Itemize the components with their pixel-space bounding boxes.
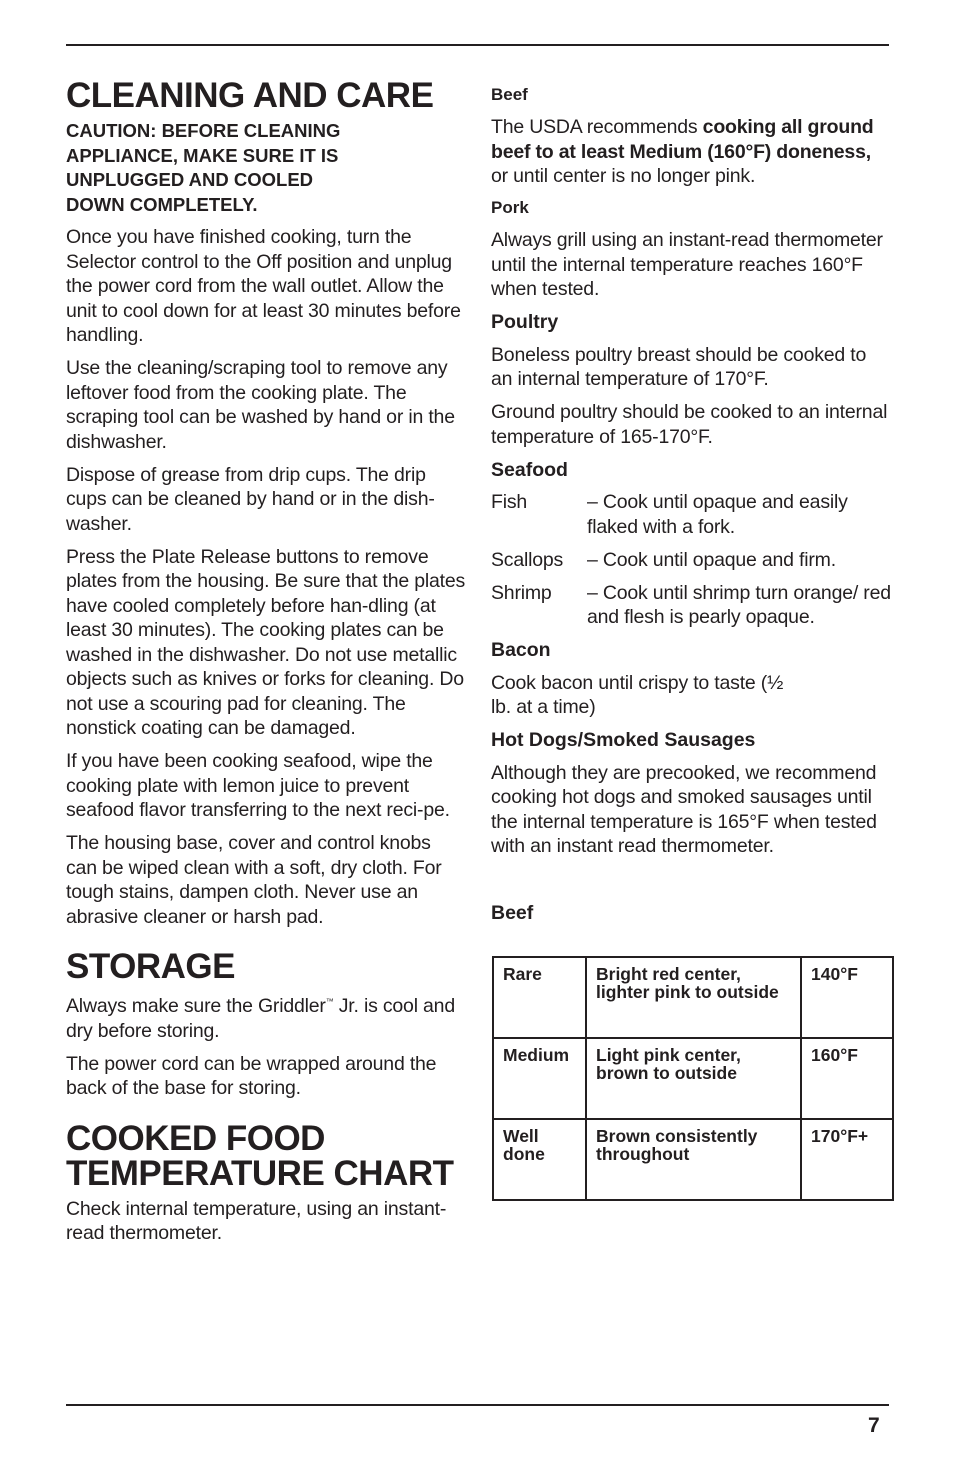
description-cell: Brown consistently throughout (586, 1119, 801, 1200)
beef-temperature-table (492, 956, 894, 1201)
doneness-cell: Medium (493, 1038, 586, 1119)
right-column (491, 84, 891, 933)
table-row (493, 1119, 893, 1200)
cleaning-paragraph: Dispose of grease from drip cups. The drip cups can be cleaned by hand or in the dish-washer. (66, 463, 435, 535)
storage-paragraph: Always make sure the Griddler™ Jr. is cool and dry before storing. (66, 995, 455, 1042)
poultry-text: Ground poultry should be cooked to an internal temperature of 165-170°F. (491, 401, 888, 448)
poultry-text: Boneless poultry breast should be cooked to an internal temperature of 170°F. (491, 343, 867, 390)
seafood-item: Fish – Cook until opaque and easily flaked with a fork. (491, 491, 848, 538)
chart-section-intro: Check internal temperature, using an instant-read thermometer. (66, 1197, 447, 1244)
bacon-heading: Bacon (491, 639, 551, 661)
beef-heading: Beef (491, 85, 528, 104)
hotdogs-text: Although they are precooked, we recommend cooking hot dogs and smoked sausages until the internal temperature is 165°F when tested with an instant read thermometer. (491, 761, 877, 857)
cleaning-title: CLEANING AND CARE (66, 76, 434, 115)
table-row (493, 1038, 893, 1119)
temperature-cell: 140°F (801, 957, 893, 1038)
page-number: 7 (868, 1414, 880, 1437)
description-cell: Bright red center, lighter pink to outside (586, 957, 801, 1038)
pork-text: Always grill using an instant-read thermometer until the internal temperature reaches 160°F when tested. (491, 229, 883, 300)
table-row (493, 957, 893, 1038)
poultry-heading: Poultry (491, 311, 559, 333)
description-cell: Light pink center, brown to outside (586, 1038, 801, 1119)
hotdogs-heading: Hot Dogs/Smoked Sausages (491, 729, 756, 751)
pork-heading: Pork (491, 198, 529, 217)
top-rule (66, 44, 889, 46)
storage-title: STORAGE (66, 947, 235, 986)
temperature-cell: 160°F (801, 1038, 893, 1119)
beef-table-heading: Beef (491, 901, 534, 924)
doneness-cell: Well done (493, 1119, 586, 1200)
cleaning-paragraph: Once you have finished cooking, turn the Selector control to the Off position and unplug the power cord from the wall outlet. Allow the unit to cool down for at least 30 minutes before handling. (66, 226, 461, 346)
cleaning-paragraph: If you have been cooking seafood, wipe the cooking plate with lemon juice to prevent seafood flavor transferring to the next reci-pe. (66, 750, 450, 821)
seafood-item: Scallops – Cook until opaque and firm. (491, 548, 836, 571)
doneness-cell: Rare (493, 957, 586, 1038)
caution-text: CAUTION: BEFORE CLEANING APPLIANCE, MAKE SURE IT IS UNPLUGGED AND COOLED DOWN COMPLETELY. (66, 120, 341, 215)
seafood-heading: Seafood (491, 458, 568, 481)
bottom-rule (66, 1404, 889, 1406)
temperature-cell: 170°F+ (801, 1119, 893, 1200)
seafood-item: Shrimp – Cook until shrimp turn orange/ red and flesh is pearly opaque. (491, 581, 891, 628)
beef-text: The USDA recommends cooking all ground beef to at least Medium (160°F) doneness, or until center is no longer pink. (491, 116, 874, 187)
cleaning-paragraph: Press the Plate Release buttons to remove plates from the housing. Be sure that the plates have cooled completely before han-dling (at least 30 minutes). The cooking plates can be washed in the dishwasher. Do not use metallic objects such as knives or forks for cleaning. Do not use a scouring pad for cleaning. The nonstick coating can be damaged. (66, 545, 466, 739)
chart-section-title: COOKED FOOD TEMPERATURE CHART (66, 1118, 454, 1193)
left-column (66, 78, 466, 1254)
storage-paragraph: The power cord can be wrapped around the back of the base for storing. (66, 1052, 437, 1099)
cleaning-paragraph: The housing base, cover and control knobs can be wiped clean with a soft, dry cloth. For tough stains, dampen cloth. Never use an abrasive cleaner or harsh pad. (66, 832, 442, 928)
cleaning-paragraph: Use the cleaning/scraping tool to remove any leftover food from the cooking plate. The scraping tool can be washed by hand or in the dishwasher. (66, 357, 455, 453)
bacon-text: Cook bacon until crispy to taste (½ lb. at a time) (491, 671, 784, 718)
trademark-symbol: ™ (325, 997, 334, 1006)
